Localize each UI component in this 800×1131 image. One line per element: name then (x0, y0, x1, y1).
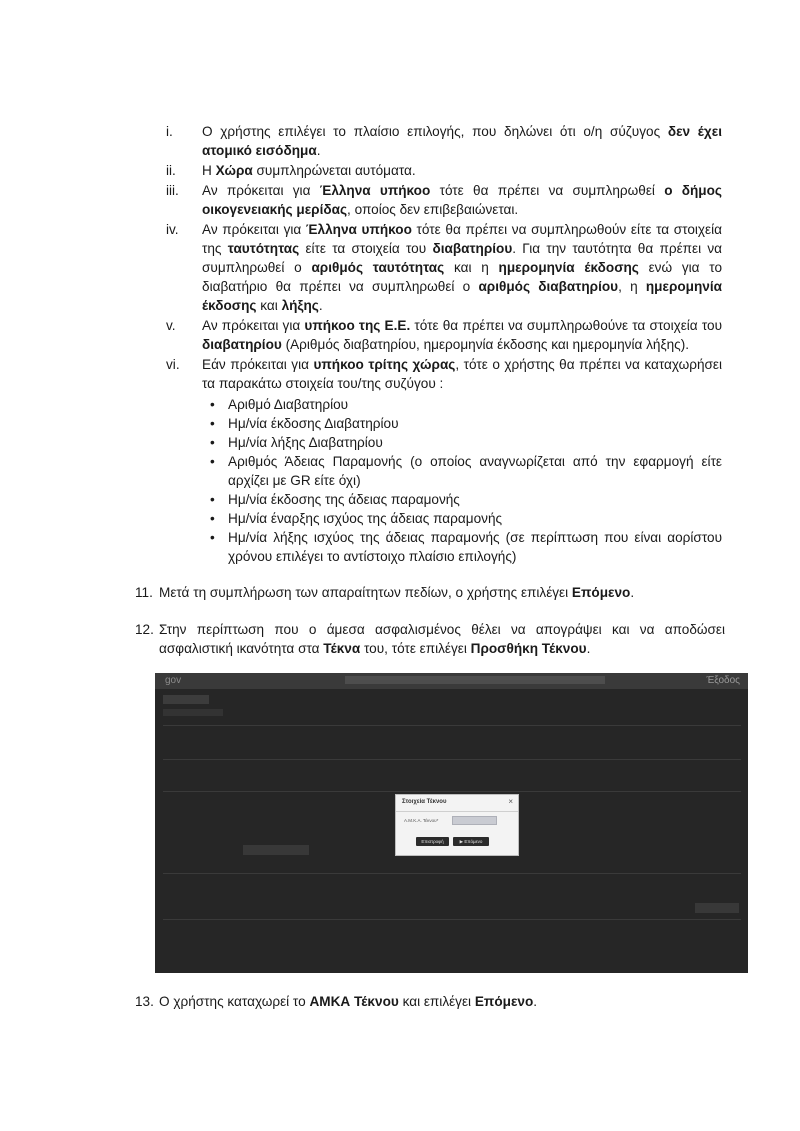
list-item-iii (166, 181, 722, 219)
list-text: Ο χρήστης επιλέγει το πλαίσιο επιλογής, που δηλώνει ότι ο/η σύζυγος δεν έχει ατομικό εισόδημα. (202, 124, 722, 158)
bullet-item: • Ημ/νία έκδοσης της άδειας παραμονής (202, 490, 722, 509)
close-icon[interactable]: × (508, 797, 513, 806)
list-marker: ii. (166, 163, 176, 178)
bullet-item: • Αριθμός Άδειας Παραμονής (ο οποίος αναγνωρίζεται από την εφαρμογή είτε αρχίζει με GR είτε όχι) (202, 452, 722, 490)
bullet-marker: • (210, 492, 215, 507)
bullet-marker: • (210, 435, 215, 450)
divider (163, 919, 741, 920)
step-11 (135, 583, 725, 602)
bullet-item: • Ημ/νία έναρξης ισχύος της άδειας παραμονής (202, 509, 722, 528)
list-text: Εάν πρόκειται για υπήκοο τρίτης χώρας, τότε ο χρήστης θα πρέπει να καταχωρήσει τα παρακάτω στοιχεία του/της συζύγου : • Αριθμό Διαβατηρίου • Ημ/νία έκδοσης Διαβατηρίου • Ημ/νία λήξης Διαβατηρίου • Αριθμός Άδειας Παραμονής (ο οποίος αναγνωρίζεται από την εφαρμογή είτε αρχίζει με GR είτε όχι) • Ημ/νία έκδοσης της άδειας παραμονής • Ημ/νία έναρξης ισχύος της άδειας παραμονής • Ημ/νία λήξης ισχύος της άδειας παραμονής (σε περίπτωση που είναι αορίστου χρόνου επιλέγει το αντίστοιχο πλαίσιο επιλογής) (202, 357, 723, 564)
list-text: Αν πρόκειται για Έλληνα υπήκοο τότε θα πρέπει να συμπληρωθεί ο δήμος οικογενειακής μερίδας, οποίος δεν επιβεβαιώνεται. (202, 183, 722, 217)
list-text: Η Χώρα συμπληρώνεται αυτόματα. (202, 163, 416, 178)
step-text: Στην περίπτωση που ο άμεσα ασφαλισμένος θέλει να απογράψει και να αποδώσει ασφαλιστική ικανότητα στα Τέκνα του, τότε επιλέγει Προσθήκη Τέκνου. (159, 622, 725, 656)
next-button[interactable]: ▶ Επόμενο (453, 837, 489, 846)
bullet-marker: • (210, 511, 215, 526)
step-number: 12. (135, 622, 154, 637)
background-button[interactable] (243, 845, 309, 855)
step-number: 13. (135, 994, 154, 1009)
app-screenshot (155, 673, 748, 973)
bullet-marker: • (210, 397, 215, 412)
list-item-iv (166, 220, 722, 315)
divider (163, 725, 741, 726)
background-button[interactable] (695, 903, 739, 913)
list-item-vi (166, 355, 722, 566)
list-text: Αν πρόκειται για Έλληνα υπήκοο τότε θα πρέπει να συμπληρωθούν είτε τα στοιχεία της ταυτότητας είτε τα στοιχεία του διαβατηρίου. Για την ταυτότητα θα πρέπει να συμπληρωθεί ο αριθμός ταυτότητας και η ημερομηνία έκδοσης ενώ για το διαβατήριο θα πρέπει να συμπληρωθεί ο αριθμός διαβατηρίου, η ημερομηνία έκδοσης και λήξης. (202, 222, 723, 313)
list-marker: vi. (166, 357, 180, 372)
bullet-item: • Ημ/νία λήξης ισχύος της άδειας παραμονής (σε περίπτωση που είναι αορίστου χρόνου επιλέγει το αντίστοιχο πλαίσιο επιλογής) (202, 528, 722, 566)
step-13 (135, 992, 725, 1011)
back-button[interactable]: Επιστροφή (416, 837, 449, 846)
exit-link[interactable]: Έξοδος (706, 675, 740, 686)
list-item-i (166, 122, 722, 160)
modal-header (396, 795, 518, 812)
list-item-v (166, 316, 722, 354)
list-marker: i. (166, 124, 173, 139)
roman-numeral-list (166, 122, 722, 566)
header-title-blur (345, 676, 605, 684)
step-text: Ο χρήστης καταχωρεί το ΑΜΚΑ Τέκνου και επιλέγει Επόμενο. (159, 994, 538, 1009)
divider (163, 759, 741, 760)
list-marker: iv. (166, 222, 179, 237)
step-text: Μετά τη συμπλήρωση των απαραίτητων πεδίων, ο χρήστης επιλέγει Επόμενο. (159, 585, 635, 600)
bullet-item: • Ημ/νία λήξης Διαβατηρίου (202, 433, 722, 452)
bullet-marker: • (210, 416, 215, 431)
amka-label: Α.Μ.Κ.Α. Τέκνου* (404, 818, 439, 823)
bullet-marker: • (210, 454, 215, 469)
divider (163, 873, 741, 874)
nav-tab[interactable] (163, 695, 209, 704)
child-details-modal (395, 794, 519, 856)
step-12 (135, 620, 725, 658)
list-text: Αν πρόκειται για υπήκοο της Ε.Ε. τότε θα πρέπει να συμπληρωθούνε τα στοιχεία του διαβατηρίου (Αριθμός διαβατηρίου, ημερομηνία έκδοσης και ημερομηνία λήξης). (202, 318, 723, 352)
list-marker: v. (166, 318, 176, 333)
bullet-item: • Αριθμό Διαβατηρίου (202, 395, 722, 414)
gov-logo: gov (165, 675, 182, 686)
app-header (155, 673, 748, 689)
bullet-marker: • (210, 530, 215, 545)
divider (163, 791, 741, 792)
amka-input[interactable] (452, 816, 497, 825)
step-number: 11. (135, 585, 153, 600)
bullet-list (202, 395, 722, 566)
nav-subtab[interactable] (163, 709, 223, 716)
list-item-ii (166, 161, 722, 180)
modal-title: Στοιχεία Τέκνου (402, 799, 447, 805)
bullet-item: • Ημ/νία έκδοσης Διαβατηρίου (202, 414, 722, 433)
list-marker: iii. (166, 183, 179, 198)
